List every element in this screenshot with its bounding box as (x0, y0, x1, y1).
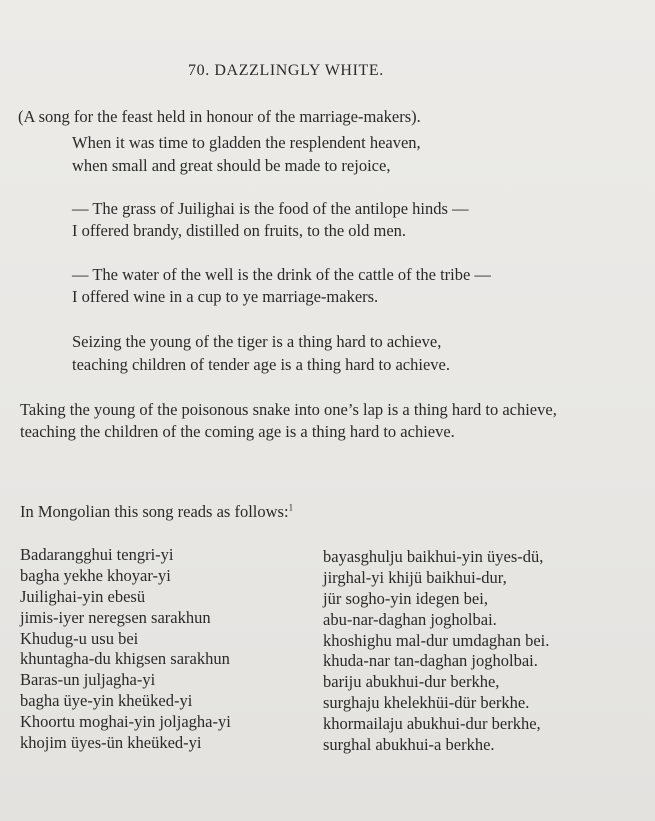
mongolian-line: jür sogho-yin idegen bei, (323, 588, 488, 608)
mongolian-line: khojim üyes-ün kheüked-yi (20, 733, 202, 753)
mongolian-line: Baras-un juljagha-yi (20, 670, 156, 690)
mongolian-line: khoshighu mal-dur umdaghan bei. (323, 630, 550, 650)
mongolian-line: khuda-nar tan-daghan jogholbai. (323, 651, 538, 671)
mongolian-line: jirghal-yi khijü baikhui-dur, (323, 567, 507, 587)
mongolian-line: bayasghulju baikhui-yin üyes-dü, (323, 547, 544, 566)
mongolian-line: abu-nar-daghan jogholbai. (323, 609, 497, 629)
mongolian-line: bagha yekhe khoyar-yi (20, 565, 171, 585)
mongolian-line: bagha üye-yin kheüked-yi (20, 691, 193, 711)
verse-line: Taking the young of the poisonous snake into one’s lap is a thing hard to achieve, (20, 400, 557, 419)
mongolian-left-column (20, 545, 231, 754)
verse-line: Seizing the young of the tiger is a thing hard to achieve, (72, 332, 442, 351)
mongolian-line: surghaju khelekhüi-dür berkhe. (323, 693, 530, 713)
verse-line: when small and great should be made to rejoice, (72, 156, 391, 175)
mongolian-right-column (323, 547, 549, 756)
page-title: 70. DAZZLINGLY WHITE. (188, 62, 384, 79)
mongolian-line: Khudug-u usu bei (20, 628, 139, 648)
mongolian-line: jimis-iyer neregsen sarakhun (20, 607, 211, 627)
verse-line: teaching children of tender age is a thing hard to achieve. (72, 355, 450, 374)
verse-line: When it was time to gladden the resplendent heaven, (72, 133, 421, 152)
verse-line: I offered brandy, distilled on fruits, to the old men. (72, 221, 407, 240)
mongolian-line: Khoortu moghai-yin joljagha-yi (20, 712, 231, 732)
mongolian-heading-text: In Mongolian this song reads as follows: (20, 502, 289, 521)
mongolian-line: Badarangghui tengri-yi (20, 545, 174, 564)
verse-line: — The grass of Juilighai is the food of the antilope hinds — (72, 199, 469, 218)
mongolian-line: khormailaju abukhui-dur berkhe, (323, 714, 541, 734)
mongolian-line: Juilighai-yin ebesü (20, 586, 146, 606)
mongolian-line: surghal abukhui-a berkhe. (323, 735, 495, 755)
intro-line: (A song for the feast held in honour of the marriage-makers). (18, 107, 421, 126)
verse-line: — The water of the well is the drink of the cattle of the tribe — (72, 265, 491, 284)
mongolian-line: khuntagha-du khigsen sarakhun (20, 649, 230, 669)
verse-line: teaching the children of the coming age is a thing hard to achieve. (20, 422, 455, 441)
footnote-marker: 1 (288, 502, 294, 513)
mongolian-line: bariju abukhui-dur berkhe, (323, 672, 500, 692)
verse-line: I offered wine in a cup to ye marriage-makers. (72, 287, 379, 306)
mongolian-heading (20, 502, 293, 522)
